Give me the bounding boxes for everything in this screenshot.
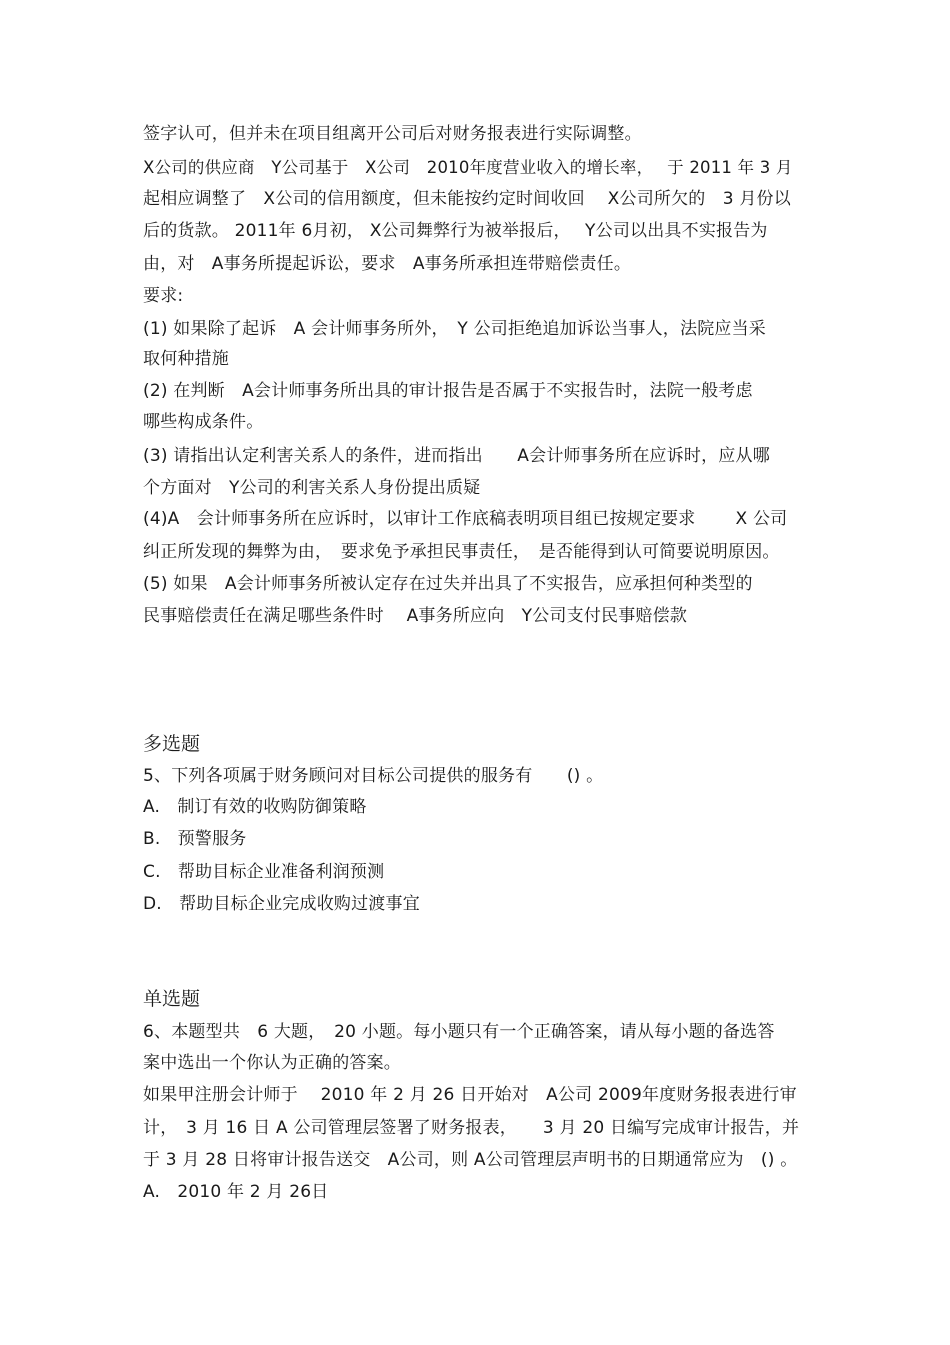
case-line: 后的货款。 2011年 6月初， X公司舞弊行为被举报后， Y公司以出具不实报告为 — [143, 221, 768, 241]
case-line: X公司的供应商 Y公司基于 X公司 2010年度营业收入的增长率， 于 2011 年 3 月 — [143, 158, 793, 177]
option-a: A. 2010 年 2 月 26日 — [143, 1182, 329, 1202]
question-6-line: 于 3 月 28 日将审计报告送交 A公司，则 A公司管理层声明书的日期通常应为 () 。 — [143, 1150, 798, 1170]
case-line: 签字认可，但并未在项目组离开公司后对财务报表进行实际调整。 — [143, 124, 642, 144]
question-6-line: 计， 3 月 16 日 A 公司管理层签署了财务报表， 3 月 20 日编写完成审计报告，并 — [143, 1118, 800, 1138]
case-line: (4)A 会计师事务所在应诉时，以审计工作底稿表明项目组已按规定要求 X 公司 — [143, 509, 788, 529]
option-c: C. 帮助目标企业准备利润预测 — [143, 862, 385, 882]
case-line: (3) 请指出认定利害关系人的条件，进而指出 A会计师事务所在应诉时，应从哪 — [143, 446, 770, 466]
case-line: 起相应调整了 X公司的信用额度，但未能按约定时间收回 X公司所欠的 3 月份以 — [143, 189, 791, 209]
option-a: A. 制订有效的收购防御策略 — [143, 797, 367, 817]
question-6-line: 案中选出一个你认为正确的答案。 — [143, 1053, 401, 1073]
case-line: 由，对 A事务所提起诉讼，要求 A事务所承担连带赔偿责任。 — [143, 254, 632, 274]
question-6-line: 6、本题型共 6 大题， 20 小题。每小题只有一个正确答案，请从每小题的备选答 — [143, 1022, 775, 1042]
option-d: D. 帮助目标企业完成收购过渡事宜 — [143, 894, 420, 914]
case-line: (2) 在判断 A会计师事务所出具的审计报告是否属于不实报告时，法院一般考虑 — [143, 381, 753, 401]
section-heading-single: 单选题 — [143, 988, 201, 1010]
case-line: 哪些构成条件。 — [143, 412, 264, 432]
case-line: 民事赔偿责任在满足哪些条件时 A事务所应向 Y公司支付民事赔偿款 — [143, 606, 688, 626]
section-heading-multi: 多选题 — [143, 733, 201, 755]
question-6-line: 如果甲注册会计师于 2010 年 2 月 26 日开始对 A公司 2009年度财务报表进行审 — [143, 1085, 797, 1105]
case-line: 取何种措施 — [143, 349, 229, 369]
case-requirements-label: 要求: — [143, 286, 184, 306]
case-line: 个方面对 Y公司的利害关系人身份提出质疑 — [143, 478, 481, 498]
option-b: B. 预警服务 — [143, 829, 247, 849]
case-line: (1) 如果除了起诉 A 会计师事务所外， Y 公司拒绝追加诉讼当事人，法院应当采 — [143, 319, 767, 339]
case-line: (5) 如果 A会计师事务所被认定存在过失并出具了不实报告，应承担何种类型的 — [143, 574, 753, 594]
case-line: 纠正所发现的舞弊为由， 要求免予承担民事责任， 是否能得到认可简要说明原因。 — [143, 542, 780, 562]
question-5: 5、下列各项属于财务顾问对目标公司提供的服务有 () 。 — [143, 766, 604, 786]
